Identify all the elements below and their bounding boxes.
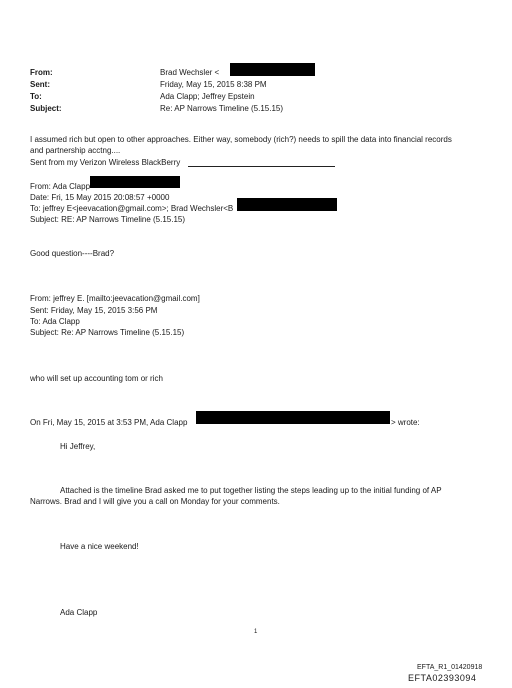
reply-signature-line: Sent from my Verizon Wireless BlackBerry [30, 158, 181, 167]
quoted1-to: To: jeffrey E<jeevacation@gmail.com>; Brad Wechsler<B [30, 204, 234, 213]
from-label: From: [30, 68, 53, 77]
page-number: 1 [254, 629, 258, 635]
reply-line-1: I assumed rich but open to other approaches. Either way, somebody (rich?) needs to spill the data into financial records [30, 135, 452, 144]
quoted2-to: To: Ada Clapp [30, 317, 80, 326]
redaction-box [237, 198, 337, 211]
bates-small: EFTA_R1_01420918 [417, 664, 483, 671]
redaction-box [90, 176, 180, 188]
bates-large: EFTA02393094 [408, 673, 477, 683]
to-value: Ada Clapp; Jeffrey Epstein [160, 92, 255, 101]
quoted2-from: From: jeffrey E. [mailto:jeevacation@gmail.com] [30, 294, 200, 303]
greeting: Hi Jeffrey, [60, 442, 96, 451]
redaction-box [230, 63, 315, 76]
redaction-box [196, 411, 390, 424]
quoted1-date: Date: Fri, 15 May 2015 20:08:57 +0000 [30, 193, 170, 202]
from-value: Brad Wechsler < [160, 68, 220, 77]
paragraph-line-2: Narrows. Brad and I will give you a call on Monday for your comments. [30, 497, 280, 506]
sent-value: Friday, May 15, 2015 8:38 PM [160, 80, 267, 89]
signature-underline [188, 166, 335, 167]
paragraph-line-1: Attached is the timeline Brad asked me to put together listing the steps leading up to the initial funding of AP [60, 486, 442, 495]
quoted2-subject: Subject: Re: AP Narrows Timeline (5.15.15) [30, 328, 185, 337]
quoted3-intro-end: > wrote: [391, 418, 420, 427]
quoted3-intro: On Fri, May 15, 2015 at 3:53 PM, Ada Clapp [30, 418, 188, 427]
to-label: To: [30, 92, 42, 101]
quoted1-subject: Subject: RE: AP Narrows Timeline (5.15.15) [30, 215, 186, 224]
sent-label: Sent: [30, 80, 50, 89]
quoted2-sent: Sent: Friday, May 15, 2015 3:56 PM [30, 306, 158, 315]
subject-value: Re: AP Narrows Timeline (5.15.15) [160, 104, 284, 113]
quoted1-body: Good question----Brad? [30, 249, 115, 258]
signature: Ada Clapp [60, 608, 98, 617]
reply-line-2: and partnership acctng.... [30, 146, 121, 155]
subject-label: Subject: [30, 104, 62, 113]
quoted1-from: From: Ada Clapp [30, 182, 91, 191]
closing: Have a nice weekend! [60, 542, 139, 551]
quoted2-body: who will set up accounting tom or rich [30, 374, 163, 383]
